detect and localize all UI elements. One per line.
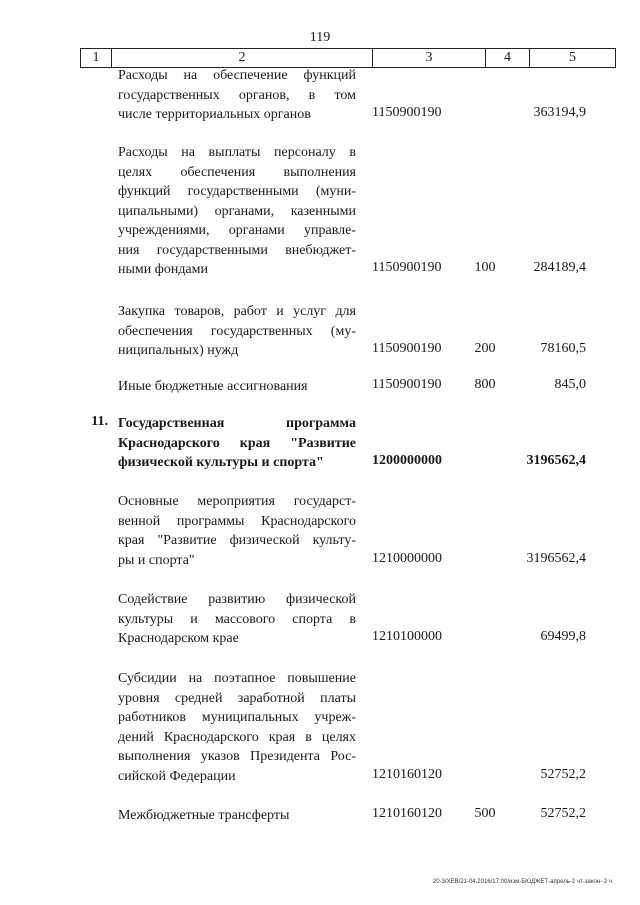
header-col-1: 1 [81,49,112,67]
description-line: Расходы на выплаты персоналу в [118,145,356,160]
row-expense-type: 200 [474,341,496,356]
row-amount: 78160,5 [540,341,586,356]
row-description [118,806,356,826]
row-description [118,302,356,361]
row-code: 1150900190 [372,260,442,275]
description-line: Иные бюджетные ассигнования [118,379,308,394]
description-line: обеспечения государственных (му- [118,323,356,339]
row-code: 1150900190 [372,341,442,356]
row-amount: 3196562,4 [526,453,586,468]
row-description [118,669,356,786]
description-line: физической культуры и спорта" [118,455,324,470]
description-line: функций государственными (муни- [118,184,356,199]
header-col-5: 5 [569,50,576,65]
description-line: дений Краснодарского края в целях [118,729,356,745]
row-amount: 52752,2 [540,806,586,821]
header-col-2: 2 [112,49,373,67]
row-code: 1210000000 [372,550,442,566]
row-amount: 3196562,4 [526,550,586,566]
description-line: края "Развитие физической культу- [118,533,356,548]
description-line: учреждениями, органами управле- [118,223,356,238]
row-amount: 69499,8 [540,629,586,644]
footer-file-reference: 20-3/ХЕВ/21-04.2016/17:00/изм-БЮДЖЕТ-апрель-2 чт-закон- 2 ч [432,879,612,885]
description-line: ниципальных) нужд [118,343,239,358]
row-code: 1210160120 [372,806,442,821]
row-code: 1200000000 [372,453,442,468]
description-line: целях обеспечения выполнения [118,164,356,180]
row-number: 11. [91,414,108,429]
description-line: Краснодарского края "Развитие [118,435,356,451]
description-line: работников муниципальных учреж- [118,710,356,725]
description-line: венной программы Краснодарского [118,513,356,529]
row-description [118,66,356,125]
header-col-4: 4 [486,49,530,67]
description-line: ния государственными внебюджет- [118,242,356,258]
row-code: 1150900190 [372,105,442,120]
description-line: Расходы на обеспечение функций [118,68,356,83]
description-line: Субсидии на поэтапное повышение [118,671,356,686]
row-amount: 52752,2 [540,766,586,782]
row-description [118,590,356,649]
row-description [118,143,356,280]
description-line: культуры и массового спорта в [118,611,356,627]
description-line: Закупка товаров, работ и услуг для [118,304,356,319]
row-description [118,492,356,570]
description-line: ными фондами [118,262,209,277]
row-code: 1210100000 [372,629,442,644]
row-expense-type: 800 [474,377,496,392]
row-code: 1150900190 [372,377,442,392]
description-line: числе территориальных органов [118,107,311,122]
row-description [118,414,356,473]
description-line: Государственная программа [118,416,356,431]
row-amount: 284189,4 [533,260,586,275]
header-col-3: 3 [373,49,486,67]
description-line: Содействие развитию физической [118,592,356,607]
description-line: Основные мероприятия государст- [118,494,356,509]
row-expense-type: 100 [474,260,496,275]
row-code: 1210160120 [372,766,442,782]
row-amount: 845,0 [554,377,586,392]
description-line: выполнения указов Президента Рос- [118,749,356,764]
description-line: Краснодарском крае [118,631,239,646]
page-number: 119 [309,30,331,45]
description-line: ры и спорта" [118,552,195,568]
description-line: государственных органов, в том [118,87,356,103]
row-amount: 363194,9 [533,105,586,120]
description-line: Межбюджетные трансферты [118,808,290,823]
row-description [118,377,356,397]
row-expense-type: 500 [474,806,496,821]
description-line: ципальными) органами, казенными [118,203,356,219]
description-line: сийской Федерации [118,768,236,784]
description-line: уровня средней заработной платы [118,690,356,706]
table-header-row [80,48,616,68]
